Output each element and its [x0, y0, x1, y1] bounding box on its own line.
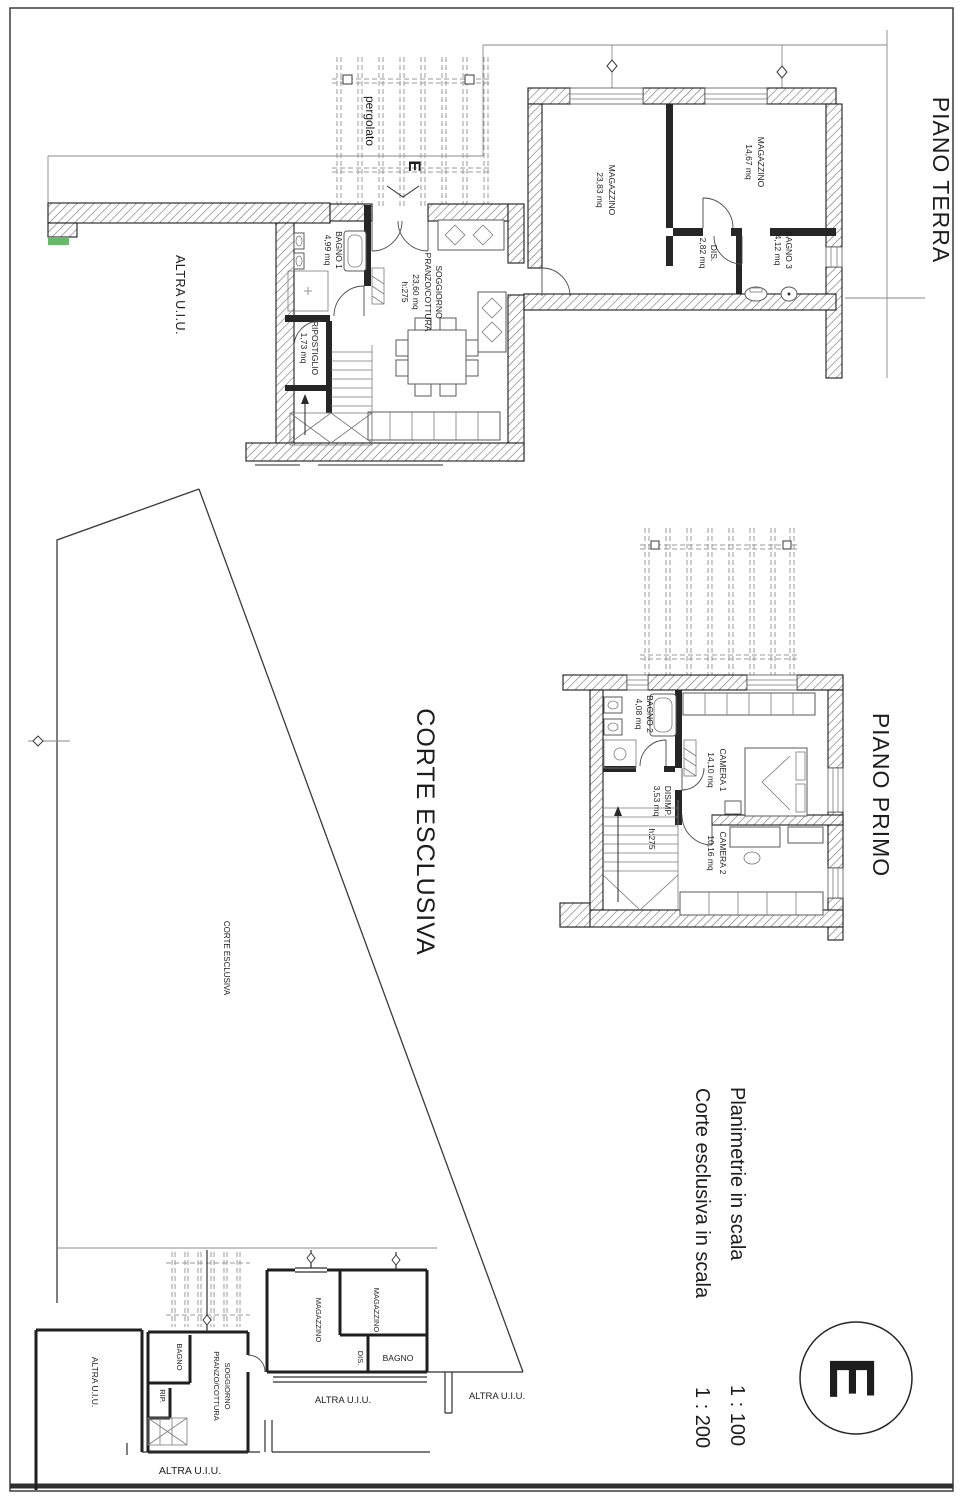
desk-icon — [730, 827, 780, 864]
radiator-icon — [684, 740, 696, 776]
bidet-icon — [781, 287, 797, 301]
svg-text:MAGAZZINO: MAGAZZINO — [607, 164, 617, 216]
svg-text:1 : 100: 1 : 100 — [726, 1385, 748, 1447]
sink-icon — [294, 233, 304, 249]
svg-text:4,99 mq: 4,99 mq — [323, 234, 333, 266]
site-label-dis — [356, 1351, 365, 1366]
courtyard-marker-icon — [33, 736, 43, 746]
svg-text:pergolato: pergolato — [363, 95, 377, 147]
svg-text:Planimetrie in scala: Planimetrie in scala — [726, 1087, 748, 1261]
scale-line-plans — [726, 1087, 748, 1446]
svg-text:h:275: h:275 — [400, 281, 410, 303]
room-label-magazzino1 — [595, 165, 617, 216]
shower-icon — [604, 740, 636, 768]
svg-text:2,82 mq: 2,82 mq — [698, 237, 708, 269]
entry-arrow-icon — [387, 186, 419, 197]
pergola-first-floor — [640, 528, 798, 675]
title-corte-esclusiva — [411, 708, 439, 955]
chair-icon — [466, 340, 478, 356]
dining-table-icon — [408, 330, 466, 384]
svg-text:PIANO TERRA: PIANO TERRA — [928, 96, 954, 264]
room-label-bagno3 — [773, 231, 794, 269]
stairs-icon — [603, 800, 678, 910]
label-corte-esclusiva-small — [222, 921, 231, 996]
sofa-icon — [438, 220, 504, 250]
pergola-post-icon — [465, 75, 474, 84]
room-label-bagno1 — [323, 231, 344, 269]
svg-text:CAMERA 1: CAMERA 1 — [718, 748, 728, 792]
pergola-ground — [332, 57, 492, 207]
site-label-magazzino2 — [372, 1288, 381, 1333]
svg-text:CORTE ESCLUSIVA: CORTE ESCLUSIVA — [222, 920, 231, 996]
svg-text:ALTRA U.I.U.: ALTRA U.I.U. — [173, 254, 187, 336]
room-label-dis — [698, 238, 719, 269]
pergola-label — [363, 96, 377, 146]
site-plan — [36, 1248, 525, 1490]
svg-text:SOGGIORNO: SOGGIORNO — [223, 1362, 232, 1410]
chair-icon — [415, 384, 431, 396]
bidet-icon — [604, 719, 622, 735]
svg-text:PRANZO/COTTURA: PRANZO/COTTURA — [423, 252, 433, 332]
room-label-magazzino2 — [744, 137, 766, 188]
svg-text:ALTRA U.I.U.: ALTRA U.I.U. — [158, 1465, 222, 1477]
wardrobe-icon — [680, 892, 823, 915]
svg-text:10,16 mq: 10,16 mq — [706, 835, 716, 871]
ground-floor-plan — [48, 30, 954, 465]
svg-text:E: E — [405, 160, 424, 172]
green-wall-mark — [48, 237, 69, 245]
svg-text:ALTRA U.I.U.: ALTRA U.I.U. — [314, 1395, 372, 1406]
room-label-camera1 — [706, 749, 728, 792]
site-label-soggiorno — [212, 1351, 232, 1421]
svg-text:ALTRA U.I.U.: ALTRA U.I.U. — [90, 1356, 100, 1408]
room-label-camera2 — [706, 832, 728, 875]
svg-text:14,67 mq: 14,67 mq — [744, 144, 754, 180]
scale-line-court — [691, 1088, 713, 1448]
svg-text:CORTE ESCLUSIVA: CORTE ESCLUSIVA — [411, 708, 439, 956]
radiator-icon — [372, 268, 384, 304]
kitchen-counter-icon — [368, 412, 500, 440]
entry-letter — [405, 160, 424, 171]
svg-text:1,73 mq: 1,73 mq — [299, 332, 309, 364]
scale-block — [691, 1087, 912, 1448]
svg-text:BAGNO 1: BAGNO 1 — [334, 231, 344, 269]
bed-icon — [745, 748, 807, 816]
label-altra-uiu-ground — [173, 255, 187, 335]
unit-letter — [816, 1357, 888, 1400]
svg-text:SOGGIORNO: SOGGIORNO — [434, 265, 444, 319]
site-label-rip — [158, 1389, 167, 1403]
pergola-post-icon — [343, 75, 352, 84]
title-piano-terra — [928, 97, 954, 264]
site-label-bagno-left — [175, 1343, 184, 1370]
room-label-bagno2 — [634, 695, 655, 733]
pergola-post-icon — [651, 541, 659, 549]
pergola-post-icon — [783, 541, 791, 549]
entrance-marker-icon — [307, 1253, 315, 1263]
svg-text:RIPOSTIGLIO: RIPOSTIGLIO — [310, 320, 320, 376]
entrance-marker-icon — [607, 60, 617, 72]
svg-text:RIP.: RIP. — [158, 1389, 167, 1403]
ground-floor-walls — [48, 88, 842, 465]
svg-text:1 : 200: 1 : 200 — [691, 1387, 713, 1449]
svg-text:14,10 mq: 14,10 mq — [706, 752, 716, 788]
sofa-icon — [478, 292, 506, 352]
stairs-icon — [148, 1418, 187, 1445]
svg-text:MAGAZZINO: MAGAZZINO — [372, 1287, 381, 1333]
site-label-bagno-right — [383, 1353, 414, 1363]
site-label-magazzino1 — [314, 1298, 323, 1343]
svg-text:23,60 mq: 23,60 mq — [411, 274, 421, 310]
site-label-altra-mid — [315, 1395, 371, 1406]
courtyard-boundary — [57, 489, 199, 1303]
entrance-marker-icon — [777, 66, 787, 78]
chair-icon — [440, 384, 456, 396]
svg-text:ALTRA U.I.U.: ALTRA U.I.U. — [468, 1391, 526, 1402]
room-label-disimp — [647, 786, 673, 850]
svg-text:BAGNO: BAGNO — [382, 1353, 414, 1363]
svg-text:DIS.: DIS. — [709, 244, 719, 262]
svg-text:MAGAZZINO: MAGAZZINO — [314, 1297, 323, 1343]
bidet-icon — [294, 253, 304, 269]
svg-text:BAGNO 3: BAGNO 3 — [784, 231, 794, 269]
title-piano-primo — [868, 713, 894, 877]
courtyard — [28, 489, 523, 1372]
svg-text:4,12 mq: 4,12 mq — [773, 234, 783, 266]
entrance-marker-icon — [392, 1255, 400, 1265]
svg-text:Corte esclusiva in scala: Corte esclusiva in scala — [691, 1088, 713, 1299]
svg-text:PIANO PRIMO: PIANO PRIMO — [868, 712, 894, 878]
svg-text:23,83 mq: 23,83 mq — [595, 172, 605, 208]
svg-text:E: E — [816, 1356, 888, 1400]
sink-icon — [604, 697, 622, 713]
svg-text:DIS.: DIS. — [356, 1350, 365, 1366]
courtyard-boundary-diagonal — [199, 489, 523, 1372]
svg-text:3,53 mq: 3,53 mq — [652, 785, 662, 817]
svg-text:MAGAZZINO: MAGAZZINO — [756, 136, 766, 188]
entrance-marker-icon — [203, 1315, 211, 1325]
chair-icon — [440, 318, 456, 330]
bathtub-icon — [344, 231, 366, 271]
svg-text:BAGNO 2: BAGNO 2 — [645, 695, 655, 733]
svg-text:h:275: h:275 — [647, 828, 657, 850]
first-floor-plan — [560, 528, 894, 940]
toilet-icon — [745, 287, 767, 301]
site-plan-walls — [36, 1250, 526, 1490]
svg-text:CAMERA 2: CAMERA 2 — [718, 831, 728, 875]
chair-icon — [466, 360, 478, 376]
chair-icon — [396, 340, 408, 356]
room-label-ripostiglio — [299, 321, 320, 376]
site-label-altra-bottom — [159, 1465, 221, 1477]
wardrobe-icon — [683, 693, 815, 715]
svg-text:PRANZO/COTTURA: PRANZO/COTTURA — [212, 1351, 221, 1421]
nightstand-icon — [725, 801, 741, 814]
chair-icon — [396, 360, 408, 376]
site-label-altra-right — [469, 1391, 525, 1402]
svg-text:BAGNO: BAGNO — [175, 1343, 184, 1371]
svg-text:4,08 mq: 4,08 mq — [634, 698, 644, 730]
site-label-altra-left — [90, 1357, 100, 1407]
svg-text:DISIMP.: DISIMP. — [663, 785, 673, 817]
dresser-icon — [788, 827, 823, 843]
